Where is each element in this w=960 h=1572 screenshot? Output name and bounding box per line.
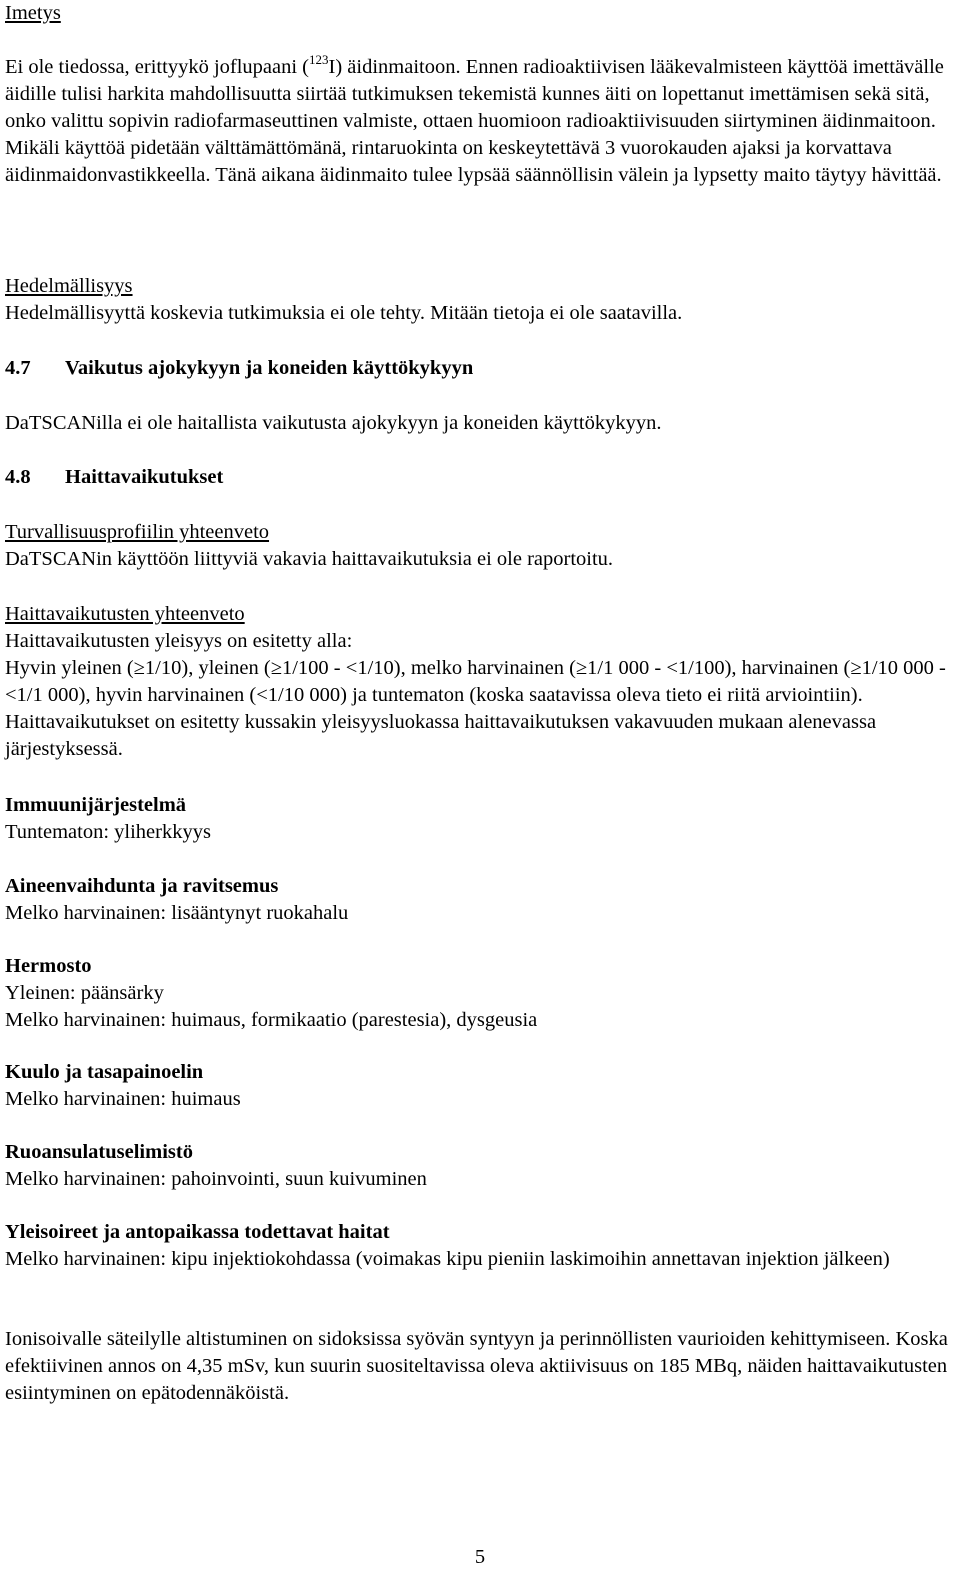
category-ear — [5, 1059, 957, 1113]
section-title: Vaikutus ajokykyyn ja koneiden käyttökykyyn — [65, 357, 474, 379]
category-heading: Yleisoireet ja antopaikassa todettavat haitat — [5, 1221, 390, 1243]
category-heading: Kuulo ja tasapainoelin — [5, 1061, 204, 1083]
category-heading: Ruoansulatuselimistö — [5, 1141, 193, 1163]
summary-line: Haittavaikutusten yleisyys on esitetty alla: — [5, 630, 353, 652]
category-line: Melko harvinainen: huimaus, formikaatio (parestesia), dysgeusia — [5, 1009, 538, 1031]
category-line: Melko harvinainen: huimaus — [5, 1088, 241, 1110]
imetys-heading: Imetys — [5, 2, 61, 24]
page-number: 5 — [474, 1546, 486, 1568]
category-nervous-system — [5, 953, 957, 1034]
category-heading: Hermosto — [5, 955, 92, 977]
category-line: Melko harvinainen: pahoinvointi, suun kuivuminen — [5, 1168, 427, 1190]
category-line: Melko harvinainen: kipu injektiokohdassa (voimakas kipu pieniin laskimoihin annettavan injektion jälkeen) — [5, 1248, 890, 1270]
section-number: 4.8 — [5, 466, 31, 488]
section-4-7-text: DaTSCANilla ei ole haitallista vaikutusta ajokykyyn ja koneiden käyttökykyyn. — [5, 412, 662, 434]
section-4-8-heading — [5, 464, 223, 491]
frequency-definitions: Hyvin yleinen (≥1/10), yleinen (≥1/100 - <1/10), melko harvinainen (≥1/1 000 - <1/100), harvinainen (≥1/10 000 - <1/1 000), hyvin harvinainen (<1/10 000) ja tuntematon (koska saatavissa oleva tieto ei riitä arviointiin). Haittavaikutukset on esitetty kussakin yleisyysluokassa haittavaikutuksen vakavuuden mukaan alenevassa järjestyksessä. — [5, 657, 946, 760]
hedelmallisyys-heading: Hedelmällisyys — [5, 275, 133, 297]
safety-profile-heading: Turvallisuusprofiilin yhteenveto — [5, 521, 270, 543]
safety-profile-text: DaTSCANin käyttöön liittyviä vakavia haittavaikutuksia ei ole raportoitu. — [5, 548, 614, 570]
section-number: 4.7 — [5, 357, 31, 379]
category-gastrointestinal — [5, 1139, 957, 1193]
category-immune — [5, 792, 957, 846]
category-line: Tuntematon: yliherkkyys — [5, 821, 211, 843]
category-line: Melko harvinainen: lisääntynyt ruokahalu — [5, 902, 349, 924]
imetys-paragraph — [5, 54, 957, 189]
isotope-superscript: 123 — [309, 52, 329, 68]
imetys-text-after: I) äidinmaitoon. Ennen radioaktiivisen lääkevalmisteen käyttöä imettävälle äidille tulisi harkita mahdollisuutta siirtää tutkimuksen tekemistä kunnes äiti on lopettanut imettämisen sekä sitä, onko valittu sopivin radiofarmaseuttinen valmiste, ottaen huomioon radioaktiivisuuden siirtyminen äidinmaitoon. Mikäli käyttöä pidetään välttämättömänä, rintaruokinta on keskeytettävä 3 vuorokauden ajaksi ja korvattava äidinmaidonvastikkeella. Tänä aikana äidinmaito tulee lypsää säännöllisin välein ja lypsetty maito täytyy hävittää. — [5, 56, 944, 186]
summary-heading: Haittavaikutusten yhteenveto — [5, 603, 245, 625]
category-heading: Aineenvaihdunta ja ravitsemus — [5, 875, 279, 897]
section-4-7-heading — [5, 355, 473, 382]
section-title: Haittavaikutukset — [65, 466, 224, 488]
category-line: Yleinen: päänsärky — [5, 982, 164, 1004]
category-general-disorders — [5, 1219, 957, 1273]
category-heading: Immuunijärjestelmä — [5, 794, 187, 816]
category-metabolism — [5, 873, 957, 927]
imetys-text-before: Ei ole tiedossa, erittyykö joflupaani ( — [5, 56, 310, 78]
radiation-paragraph: Ionisoivalle säteilylle altistuminen on sidoksissa syövän syntyyn ja perinnöllisten vaurioiden kehittymiseen. Koska efektiivinen annos on 4,35 mSv, kun suurin suositeltavissa oleva aktiivisuus on 185 MBq, näiden haittavaikutusten esiintyminen on epätodennäköistä. — [5, 1328, 948, 1404]
hedelmallisyys-text: Hedelmällisyyttä koskevia tutkimuksia ei ole tehty. Mitään tietoja ei ole saatavilla. — [5, 302, 683, 324]
